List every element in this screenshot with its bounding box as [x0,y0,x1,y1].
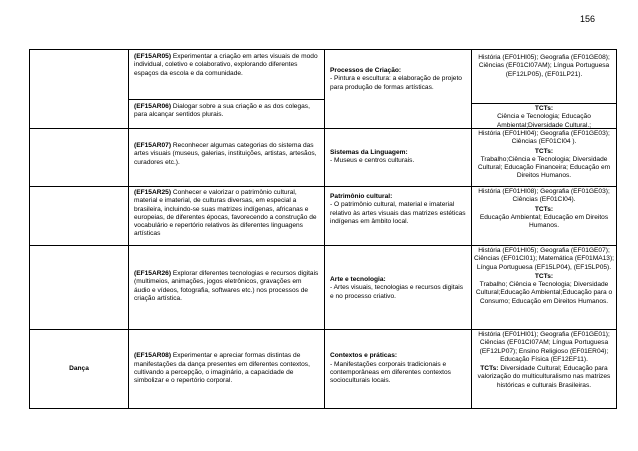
skills-cell [129,246,325,330]
object-title: Contextos e práticas: [330,352,398,360]
object-cell [325,246,472,330]
skills-cell [129,50,325,129]
tct-block: TCTs: Educação Ambiental; Educação em Direitos Humanos. [479,205,609,230]
area-cell [30,50,129,129]
skill-item: (EF15AR08) Experimentar e apreciar formas distintas de manifestações da dança presentes em diferentes contextos, cultivando a percepção, o imaginário, a capacidade de simbolizar e o repertório corporal. [134,352,310,385]
object-text: - Pintura e escultura: a elaboração de projeto para produção de formas artísticas. [330,75,462,91]
object-title: Sistemas da Linguagem: [330,149,408,156]
table-row [30,330,617,409]
links-text: História (EF01HI05); Geografia (EF01GE07); Ciências (EF01CI01); Matemática (EF01MA13); Língua Portuguesa (EF15LP04), (EF15LP05). [474,247,614,271]
object-cell [325,50,472,129]
tct-block: TCTs: Ciência e Tecnologia; Educação Ambiental;Diversidade Cultural.; [472,103,616,131]
tct-block: TCTs: Trabalho;Ciência e Tecnologia; Diversidade Cultural; Educação Financeira; Educação em Direitos Humanos. [477,147,611,180]
object-text: - O patrimônio cultural, material e imaterial relativo às artes visuais das matrizes estéticas indígenas em âmbito local. [330,201,466,225]
area-cell [30,187,129,246]
curriculum-table [29,49,617,409]
links-cell [472,129,617,187]
table-row [30,50,617,129]
skills-cell [129,129,325,187]
object-cell [325,129,472,187]
object-cell [325,187,472,246]
object-text: - Manifestações corporais tradicionais e contemporâneas em diferentes contextos socioculturais locais. [330,360,451,385]
links-text: História (EF01HI01); Geografia (EF01GE01); Ciências (EF01CI07AM; Língua Portuguesa (EF12LP07); Ensino Religioso (EF01ER04); Educação Física (EF12EF11). [478,331,610,363]
table-row [30,187,617,246]
links-text: História (EF01HI08); Geografia (EF01GE03); Ciências (EF01CI04). [478,188,610,204]
links-cell [472,246,617,330]
table-row [30,129,617,187]
skill-item: (EF15AR26) Explorar diferentes tecnologias e recursos digitais (multimeios, animações, jogos eletrônicos, gravações em áudio e vídeos, fotografia, softwares etc.) nos processos de criação artística. [134,270,319,302]
table-row [30,246,617,330]
links-cell [472,50,617,129]
object-title: Arte e tecnologia: [330,276,386,283]
area-cell [30,129,129,187]
links-cell [472,330,617,409]
skills-cell [129,330,325,409]
area-cell [30,330,129,409]
skill-item: (EF15AR05) Experimentar a criação em artes visuais de modo individual, coletivo e colaborativo, explorando diferentes espaços da escola e da comunidade. [134,53,318,77]
page-number: 156 [580,14,596,24]
skill-item: (EF15AR25) Conhecer e valorizar o patrimônio cultural, material e imaterial, de culturas diversas, em especial a brasileira, incluindo-se suas matrizes indígenas, africanas e europeias, de diferentes épocas, favorecendo a construção de vocabulário e repertório relativos às diferentes linguagens artísticas [134,189,317,238]
object-cell [325,330,472,409]
tct-block: TCTs: Diversidade Cultural; Educação para valorização do multiculturalismo nas matrizes históricas e culturais Brasileiras. [477,365,611,389]
links-text: História (EF01HI04); Geografia (EF01GE03); Ciências (EF01CI04 ). [478,130,610,146]
links-text: História (EF01HI05); Geografia (EF01GE08); Ciências (EF01CI07AM); Língua Portuguesa (EF12LP05), (EF01LP21). [478,54,610,78]
object-title: Patrimônio cultural: [330,193,393,200]
links-cell [472,187,617,246]
area-label: Dança [69,364,89,372]
skill-item: (EF15AR07) Reconhecer algumas categorias do sistema das artes visuais (museus, galerias, instituições, artistas, artesãos, curadores etc.). [134,142,317,166]
area-cell [30,246,129,330]
object-text: - Museus e centros culturais. [330,157,415,165]
object-title: Processos de Criação: [330,67,402,74]
skill-item: (EF15AR06) Dialogar sobre a sua criação e as dos colegas, para alcançar sentidos plurais. [129,99,324,128]
tct-block: TCTs: Trabalho; Ciência e Tecnologia; Diversidade Cultural;Educação Ambiental;Educação para o Consumo; Educação em Direitos Humanos. [475,272,613,305]
object-text: - Artes visuais, tecnologias e recursos digitais e no processo criativo. [330,284,464,300]
skills-cell [129,187,325,246]
